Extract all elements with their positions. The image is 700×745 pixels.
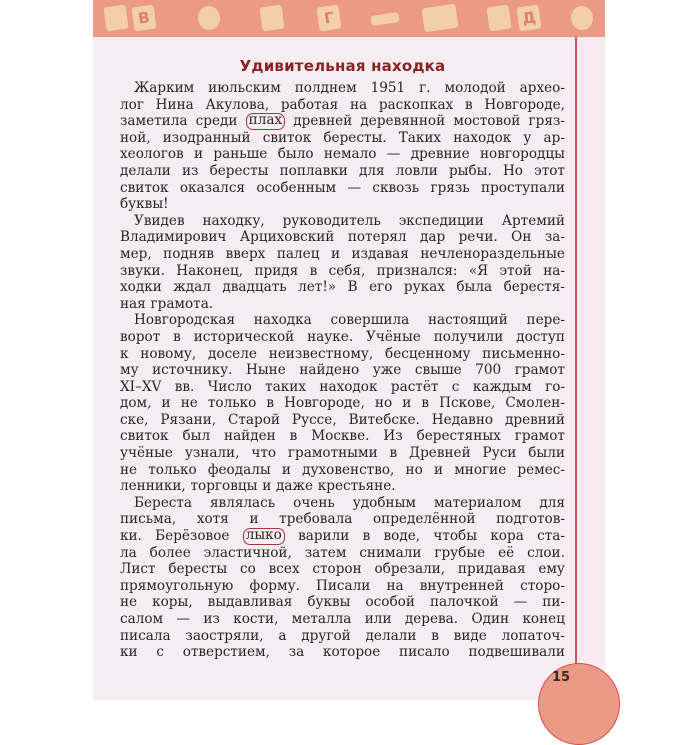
text-line: свиток был найден в Москве. Из берестяных грамот bbox=[120, 428, 565, 445]
text-line: салом — из кости, металла или дерева. Один конец bbox=[120, 611, 565, 627]
text-line: ходки ждал двадцать лет!» В его руках была берестя- bbox=[120, 279, 565, 296]
text-line: Береста являлась очень удобным материалом для bbox=[134, 494, 565, 511]
quill-icon bbox=[486, 5, 511, 32]
text-line: делали из бересты поплавки для ловли рыбы. Но этот bbox=[120, 162, 565, 179]
text-line: заметила среди плах древней деревянной мостовой гряз- bbox=[120, 112, 565, 130]
text-line: не только феодалы и духовенство, но и многие ремес- bbox=[120, 461, 565, 478]
decorative-header-band bbox=[93, 0, 605, 37]
text-line: му источнику. Ныне найдено уже свыше 700 грамот bbox=[120, 362, 565, 379]
text-line: дом, и не только в Новгороде, но и в Пскове, Смолен- bbox=[120, 395, 565, 412]
text-line: Владимирович Арциховский потерял дар речи. Он за- bbox=[120, 229, 565, 246]
letter-card-icon: Г bbox=[316, 5, 341, 32]
margin-line bbox=[575, 37, 577, 677]
text-line: буквы! bbox=[120, 196, 169, 213]
scroll-icon bbox=[259, 5, 284, 32]
text-line: Лист бересты со всех сторон обрезали, придавая ему bbox=[120, 561, 565, 578]
text-line: учёные узнали, что грамотными в Древней Руси были bbox=[120, 445, 565, 462]
text-line: Новгородская находка совершила настоящий пере- bbox=[134, 312, 565, 329]
letter-card-icon: Д bbox=[516, 5, 541, 32]
page-number: 15 bbox=[552, 670, 571, 685]
text-line: письма, хотя и требовала определённой подготов- bbox=[120, 511, 565, 528]
text-line: к новому, доселе неизвестному, бесценному письменно- bbox=[120, 345, 565, 362]
text-line: ки. Берёзовое лыко варили в воде, чтобы кора ста- bbox=[120, 527, 565, 545]
text-line: ная грамота. bbox=[120, 295, 214, 312]
text-line: лог Нина Акулова, работая на раскопках в Новгороде, bbox=[120, 96, 565, 113]
text-line: не коры, выдавливая буквы особой палочкой — пи- bbox=[120, 594, 565, 611]
birchbark-icon bbox=[569, 5, 594, 32]
pencil-icon bbox=[370, 12, 399, 26]
birchbark-icon bbox=[196, 5, 221, 32]
text-line: Жарким июльским полднем 1951 г. молодой архео- bbox=[134, 80, 565, 96]
text-line: мер, подняв вверх палец и издавая нечленораздельные bbox=[120, 245, 565, 262]
text-line: звуки. Наконец, придя в себя, признался: «Я этой на- bbox=[120, 262, 565, 279]
text-line: ворот в исторической науке. Учёные получили доступ bbox=[120, 328, 565, 345]
book-icon bbox=[421, 4, 458, 32]
text-line: писала заостряли, а другой делали в виде лопаточ- bbox=[120, 627, 565, 644]
body-text bbox=[120, 80, 565, 661]
page-number-badge bbox=[538, 663, 620, 745]
text-line: хеологов и раньше было немало — древние новгородцы bbox=[120, 146, 565, 163]
text-line: XI–XV вв. Число таких находок растёт с каждым го- bbox=[120, 378, 565, 395]
text-line: ки с отверстием, за которое писало подвешивали bbox=[120, 644, 565, 661]
quill-icon bbox=[103, 5, 128, 32]
text-line: ной, изодранный свиток бересты. Таких находок у ар- bbox=[120, 129, 565, 146]
text-line: прямоугольную форму. Писали на внутренней сторо- bbox=[120, 577, 565, 594]
letter-card-icon: В bbox=[131, 5, 156, 32]
text-line: свиток оказался особенным — сквозь грязь проступали bbox=[120, 179, 565, 196]
text-line: ске, Рязани, Старой Руссе, Витебске. Недавно древний bbox=[120, 411, 565, 428]
page-margin-strip bbox=[577, 37, 605, 700]
text-line: ла более эластичной, затем снимали грубые её слои. bbox=[120, 544, 565, 561]
text-line: Увидев находку, руководитель экспедиции Артемий bbox=[134, 212, 565, 229]
text-line: ленники, торговцы и даже крестьяне. bbox=[120, 478, 396, 495]
highlighted-term: плах bbox=[246, 113, 285, 130]
highlighted-term: лыко bbox=[243, 528, 285, 545]
section-title: Удивительная находка bbox=[239, 57, 446, 75]
